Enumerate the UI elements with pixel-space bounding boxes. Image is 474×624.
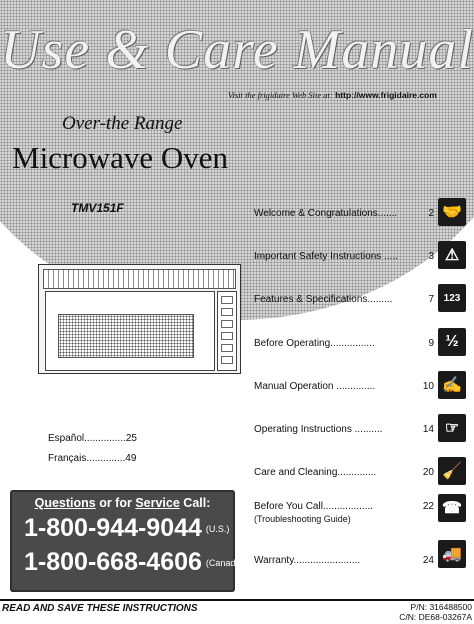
service-contact-box (10, 490, 244, 592)
toc-entry[interactable]: Manual Operation .............. 10 (254, 381, 434, 392)
fraction-icon: ½ (438, 328, 466, 356)
oven-door (45, 291, 215, 371)
language-page: 49 (125, 453, 137, 464)
toc-subnote: (Troubleshooting Guide) (254, 514, 351, 524)
oven-control-panel (217, 291, 237, 371)
oven-window (58, 314, 194, 358)
website-line (228, 90, 437, 100)
toc-entry[interactable]: Operating Instructions .......... 14 (254, 424, 434, 435)
catalog-number: C/N: DE68-03267A (399, 612, 472, 622)
toc-entry[interactable]: Care and Cleaning.............. 20 (254, 467, 434, 478)
language-label: Français (48, 453, 87, 464)
oven-vent (43, 269, 236, 289)
model-number: TMV151F (71, 201, 124, 215)
footer-rule (0, 599, 474, 601)
language-label: Español (48, 433, 85, 444)
footer-part-numbers (399, 602, 472, 622)
hand-pointer-icon: ✍ (438, 371, 466, 399)
toc-entry[interactable]: Warranty........................ 24 (254, 555, 434, 566)
microwave-illustration (38, 264, 241, 374)
telephone-icon: ☎ (438, 494, 466, 522)
language-dots: ............... (84, 433, 126, 444)
language-entry-spanish[interactable] (48, 433, 198, 444)
product-subtitle: Over-the Range (62, 113, 183, 134)
numbered-steps-icon: 123 (438, 284, 466, 312)
service-question: Questions or for Service Call: (34, 496, 211, 510)
website-lead: Visit the frigidaire Web Site at: (228, 90, 333, 100)
product-name: Microwave Oven (12, 140, 229, 175)
manual-title: Use & Care Manual (0, 19, 474, 81)
language-dots: .............. (86, 453, 126, 464)
website-url[interactable]: http://www.frigidaire.com (335, 90, 437, 100)
phone-us[interactable]: 1-800-944-9044 (U.S.) (24, 514, 230, 542)
cleaning-brush-icon: 🧹 (438, 457, 466, 485)
pointing-hands-icon: ☞ (438, 414, 466, 442)
toc-entry[interactable]: Important Safety Instructions ..... 3 (254, 251, 434, 262)
language-page: 25 (125, 433, 137, 444)
warning-icon: ⚠ (438, 241, 466, 269)
footer-notice: READ AND SAVE THESE INSTRUCTIONS (2, 603, 198, 614)
language-entry-french[interactable] (48, 453, 198, 464)
toc-entry[interactable]: Features & Specifications......... 7 (254, 294, 434, 305)
part-number: P/N: 316488500 (410, 602, 472, 612)
toc-entry[interactable]: Before Operating................ 9 (254, 338, 434, 349)
toc-entry[interactable]: Welcome & Congratulations....... 2 (254, 208, 434, 219)
toc-entry[interactable]: Before You Call.................. 22 (254, 501, 434, 512)
handshake-icon: 🤝 (438, 198, 466, 226)
delivery-truck-icon: 🚚 (438, 540, 466, 568)
phone-canada[interactable]: 1-800-668-4606 (Canada) (24, 548, 244, 576)
